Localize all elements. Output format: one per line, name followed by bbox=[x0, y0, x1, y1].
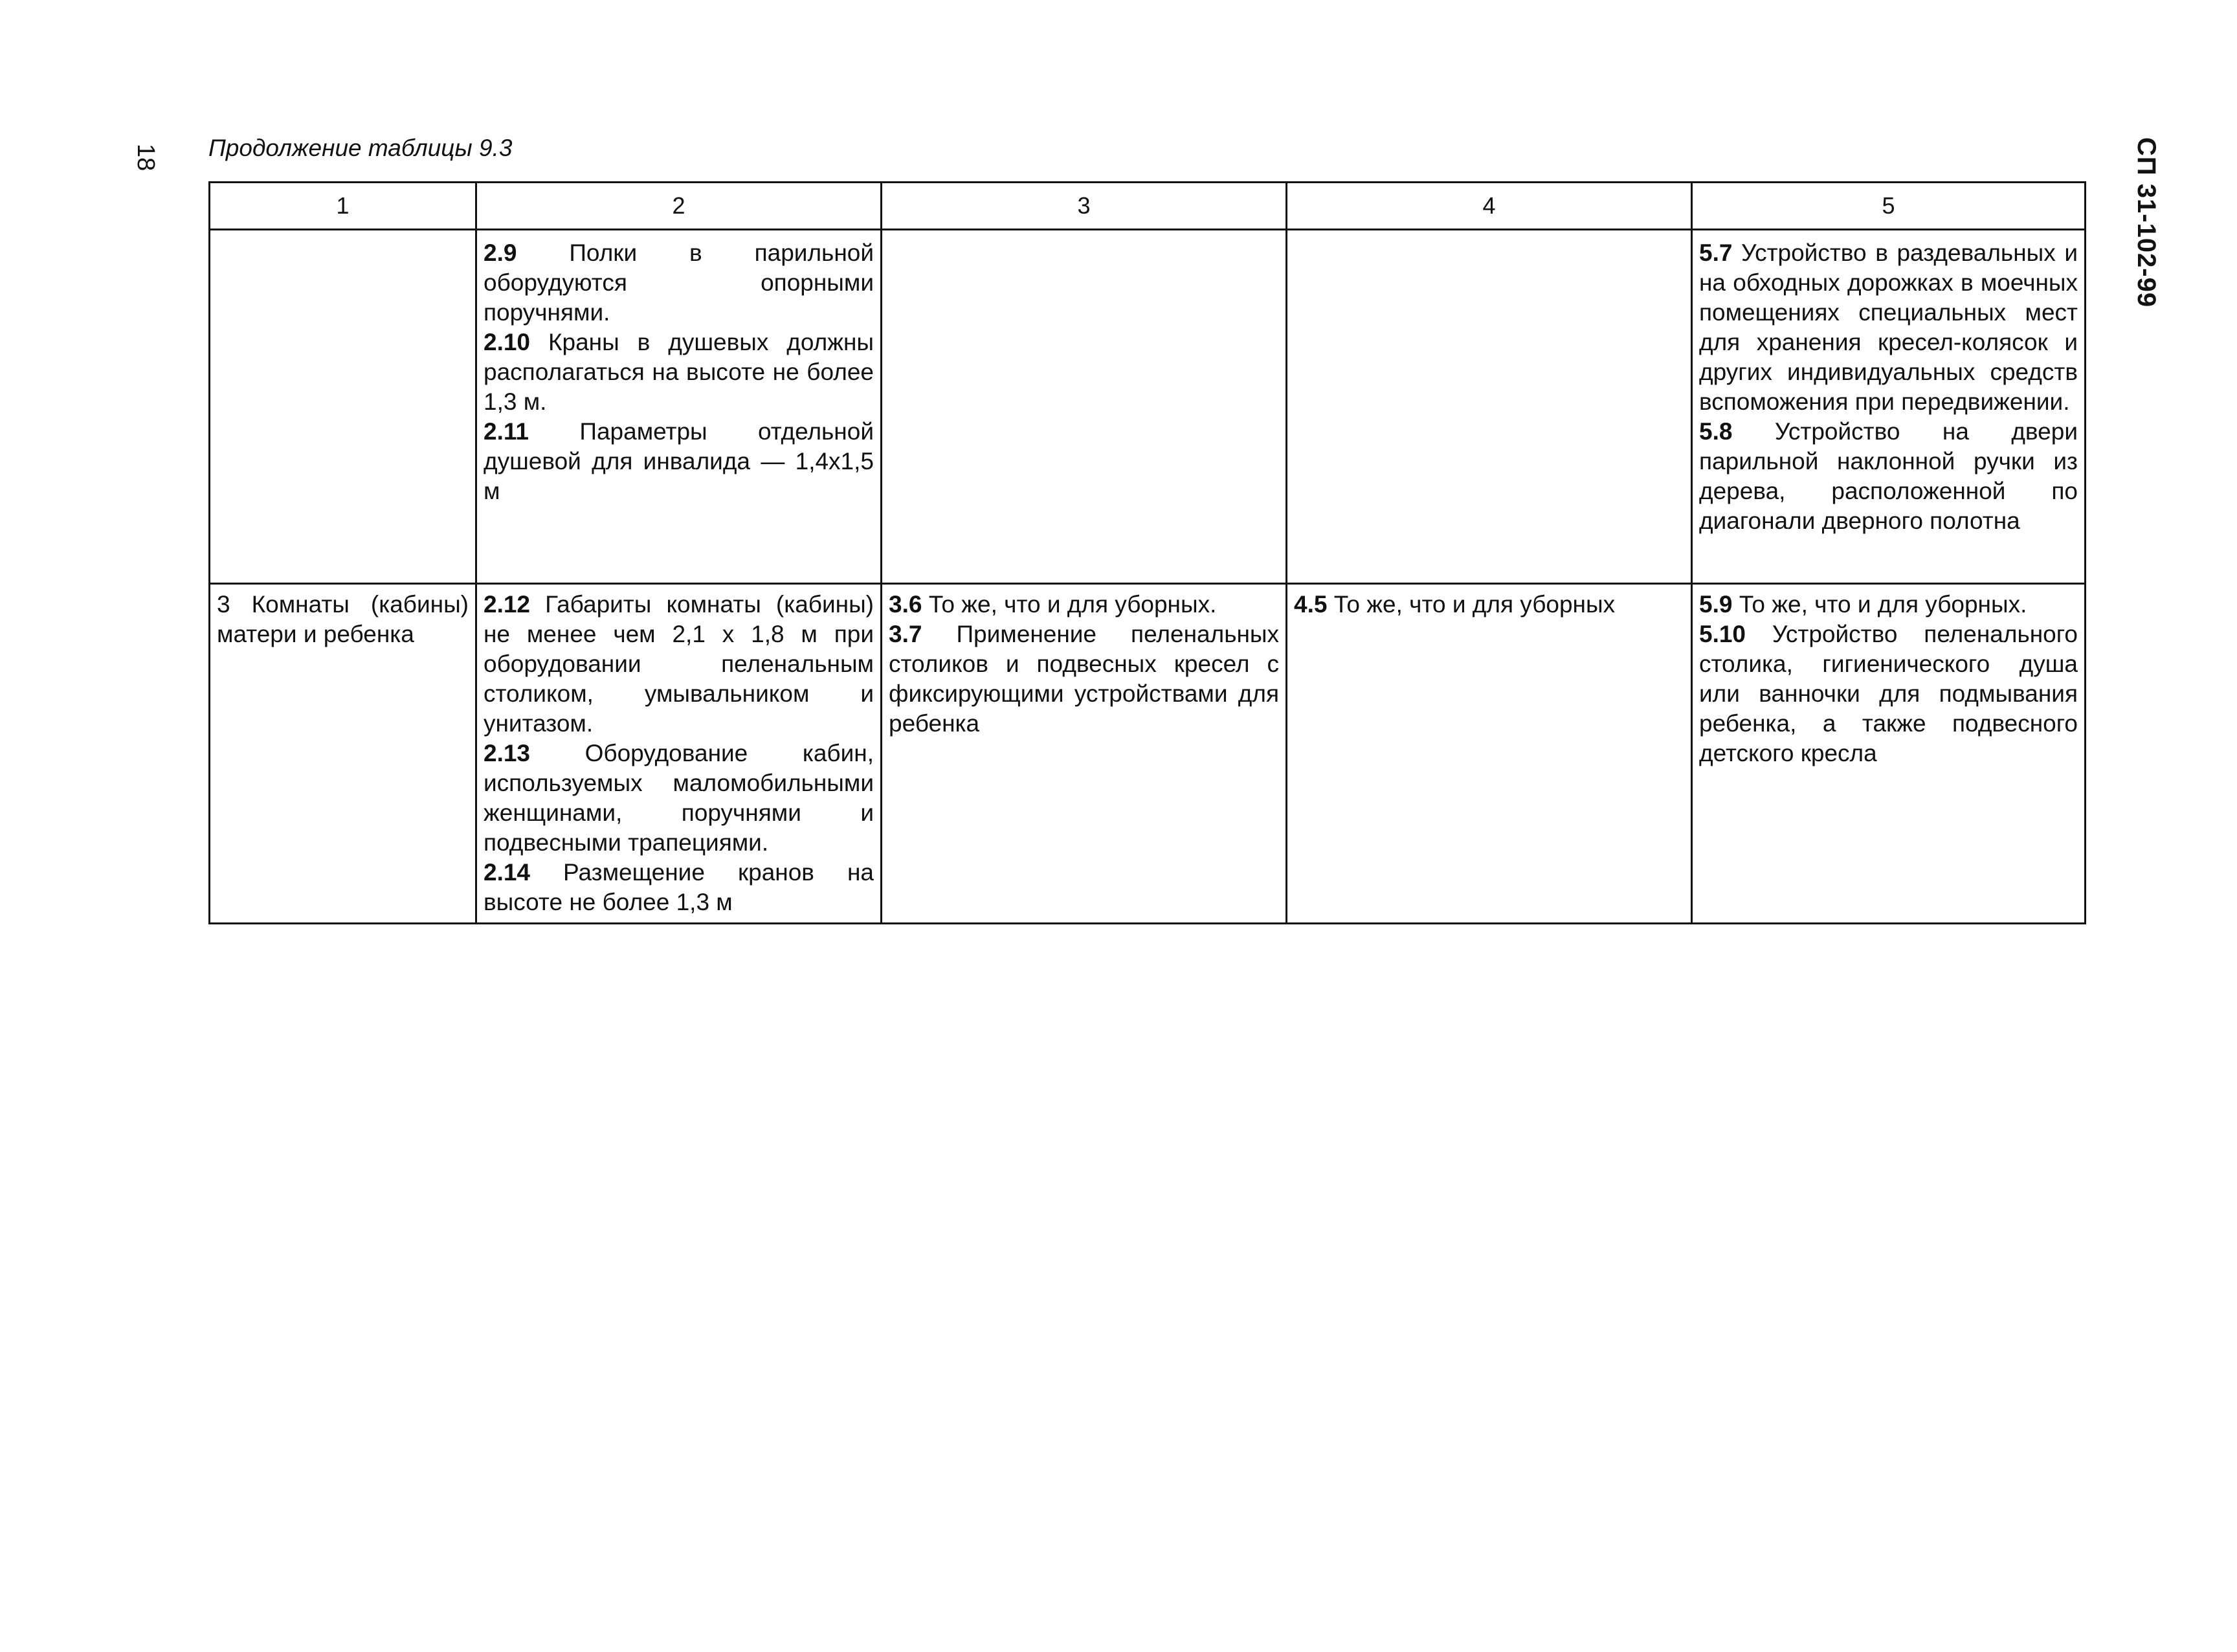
table-cell bbox=[476, 230, 882, 584]
clause bbox=[1699, 417, 2078, 536]
clause bbox=[484, 417, 874, 506]
clause-number: 5.10 bbox=[1699, 621, 1746, 647]
cell-text bbox=[210, 230, 475, 243]
table-container bbox=[208, 181, 2084, 924]
clause-number: 2.12 bbox=[484, 591, 531, 618]
clause-text: Устройство в раздевальных и на обходных дорожках в моечных помещениях специальных мест для хранения кресел-колясок и других индивидуальных средств вспоможения при передвижении. bbox=[1699, 240, 2078, 415]
clause-text: Краны в душевых должны располагаться на высоте не более 1,3 м. bbox=[484, 329, 874, 415]
document-code: СП 31-102-99 bbox=[2132, 137, 2161, 308]
header-cell-3: 3 bbox=[882, 183, 1287, 230]
clause-number: 2.14 bbox=[484, 859, 531, 886]
table-cell bbox=[476, 584, 882, 924]
clause-number: 5.7 bbox=[1699, 240, 1733, 266]
clause-text: Устройство пеленального столика, гигиенического душа или ванночки для подмывания ребенка, а также подвесного детского кресла bbox=[1699, 621, 2078, 766]
clause-number: 3.6 bbox=[889, 591, 922, 618]
clause-number: 2.9 bbox=[484, 240, 517, 266]
table-cell bbox=[882, 230, 1287, 584]
clause-text: Применение пеленальных столиков и подвесных кресел с фиксирующими устройствами для ребенка bbox=[889, 621, 1279, 737]
table-cell bbox=[1287, 584, 1692, 924]
clause-text: Параметры отдельной душевой для инвалида — 1,4x1,5 м bbox=[484, 418, 874, 504]
header-cell-2: 2 bbox=[476, 183, 882, 230]
clause-number: 5.9 bbox=[1699, 591, 1733, 618]
header-cell-4: 4 bbox=[1287, 183, 1692, 230]
header-cell-5: 5 bbox=[1692, 183, 2086, 230]
clause bbox=[889, 620, 1279, 739]
clause bbox=[1699, 590, 2078, 620]
header-cell-1: 1 bbox=[210, 183, 476, 230]
room-type-label: 3 Комнаты (кабины) матери и ребенка bbox=[217, 591, 469, 647]
clause-text: То же, что и для уборных bbox=[1327, 591, 1616, 618]
clause-text: Полки в парильной оборудуются опорными поручнями. bbox=[484, 240, 874, 326]
clause-number: 3.7 bbox=[889, 621, 922, 647]
requirements-table bbox=[208, 181, 2086, 924]
table-row bbox=[210, 584, 2086, 924]
clause-number: 2.13 bbox=[484, 740, 531, 766]
clause bbox=[484, 238, 874, 328]
clause-number: 2.10 bbox=[484, 329, 531, 355]
clause bbox=[889, 590, 1279, 620]
table-cell bbox=[1692, 230, 2086, 584]
clause-text: Оборудование кабин, используемых маломобильными женщинами, поручнями и подвесными трапециями. bbox=[484, 740, 874, 856]
clause bbox=[484, 590, 874, 739]
clause-text: Устройство на двери парильной наклонной ручки из дерева, расположенной по диагонали дверного полотна bbox=[1699, 418, 2078, 534]
clause-text: То же, что и для уборных. bbox=[1732, 591, 2027, 618]
clause-number: 2.11 bbox=[484, 418, 529, 445]
page-number: 18 bbox=[132, 144, 159, 172]
clause-number: 4.5 bbox=[1294, 591, 1328, 618]
clause-number: 5.8 bbox=[1699, 418, 1733, 445]
clause bbox=[484, 739, 874, 858]
table-cell bbox=[1287, 230, 1692, 584]
table-row bbox=[210, 230, 2086, 584]
table-cell bbox=[210, 230, 476, 584]
clause bbox=[1699, 620, 2078, 768]
clause bbox=[484, 328, 874, 417]
table-cell bbox=[1692, 584, 2086, 924]
table-cell bbox=[882, 584, 1287, 924]
clause-text: Размещение кранов на высоте не более 1,3 м bbox=[484, 859, 874, 915]
clause bbox=[1699, 238, 2078, 417]
table-cell bbox=[210, 584, 476, 924]
table-header-row bbox=[210, 183, 2086, 230]
clause-text: Габариты комнаты (кабины) не менее чем 2,1 x 1,8 м при оборудовании пеленальным столиком, умывальником и унитазом. bbox=[484, 591, 874, 737]
clause-text: То же, что и для уборных. bbox=[922, 591, 1217, 618]
clause bbox=[484, 858, 874, 917]
clause bbox=[1294, 590, 1684, 620]
table-caption: Продолжение таблицы 9.3 bbox=[208, 135, 513, 161]
